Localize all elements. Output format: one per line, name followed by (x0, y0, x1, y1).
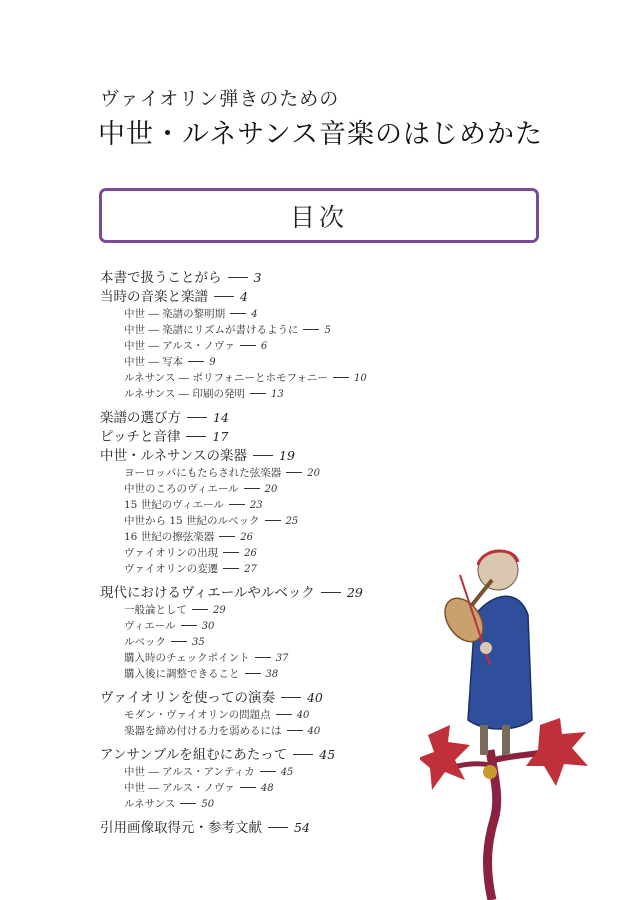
toc-section (100, 386, 400, 402)
toc-entry-title: ヴァイオリンの出現 (124, 547, 219, 559)
toc-entry-title: 購入時のチェックポイント (124, 652, 250, 664)
toc-chapter (100, 583, 400, 602)
toc-leader-line (244, 488, 260, 489)
toc-leader-line (268, 827, 288, 828)
toc-section (100, 780, 400, 796)
toc-leader-line (333, 377, 349, 378)
toc-page-number: 27 (244, 564, 257, 575)
toc-entry-title: アンサンブルを組むにあたって (100, 747, 288, 763)
toc-page-number: 23 (249, 500, 263, 511)
toc-entry-title: 中世 ― 写本 (124, 356, 184, 368)
toc-leader-line (276, 714, 292, 715)
toc-page-number: 26 (244, 548, 257, 559)
toc-entry-title: ヴィエール (124, 620, 176, 632)
toc-entry-title: ルネサンス ― 印刷の発明 (124, 388, 246, 400)
toc-leader-line (187, 417, 207, 418)
toc-section (100, 354, 400, 370)
hand (480, 642, 492, 654)
toc-section (100, 561, 400, 577)
toc-page-number: 45 (319, 747, 336, 762)
toc-leader-line (265, 520, 281, 521)
toc-section (100, 322, 400, 338)
toc-page-number: 4 (240, 289, 248, 304)
toc-page-number: 45 (280, 767, 294, 778)
toc-page-number: 40 (306, 690, 323, 705)
toc-page-number: 6 (260, 341, 268, 352)
toc-page-number: 29 (213, 605, 226, 616)
toc-section (100, 650, 400, 666)
toc-section (100, 707, 400, 723)
fiddle-player-illustration (420, 520, 620, 900)
toc-section (100, 465, 400, 481)
toc-page-number: 38 (265, 669, 279, 680)
toc-page-number: 25 (285, 516, 299, 527)
toc-heading: 目次 (289, 202, 348, 232)
toc-chapter (100, 745, 400, 764)
toc-section (100, 764, 400, 780)
toc-entry-title: 楽譜の選び方 (100, 410, 181, 426)
toc-entry-title: 一般論として (124, 604, 187, 616)
toc-leader-line (293, 754, 313, 755)
toc-entry-title: 中世 ― 楽譜にリズムが書けるように (124, 324, 299, 336)
toc-chapter (100, 287, 400, 306)
toc-leader-line (287, 730, 303, 731)
toc-leader-line (240, 787, 256, 788)
toc-entry-title: 本書で扱うことがら (100, 270, 222, 286)
toc-page-number: 20 (307, 468, 321, 479)
toc-page-number: 35 (192, 637, 205, 648)
toc-leader-line (188, 361, 204, 362)
toc-entry-title: ヨーロッパにもたらされた弦楽器 (124, 467, 282, 479)
toc-leader-line (240, 345, 256, 346)
toc-page-number: 48 (260, 783, 274, 794)
vine-knot (483, 765, 497, 779)
leg-left (480, 725, 488, 755)
toc-page-number: 5 (324, 325, 331, 336)
toc-entry-title: 中世 ― アルス・アンティカ (124, 766, 255, 778)
toc-page-number: 26 (240, 532, 253, 543)
toc-leader-line (255, 657, 271, 658)
toc-section (100, 602, 400, 618)
toc-section (100, 370, 400, 386)
toc-entry-title: 当時の音楽と楽譜 (100, 289, 208, 305)
toc-entry-title: 引用画像取得元・参考文献 (100, 820, 262, 836)
toc-leader-line (253, 455, 273, 456)
toc-page-number: 50 (201, 799, 215, 810)
toc-section (100, 723, 400, 739)
toc-section (100, 338, 400, 354)
toc-leader-line (260, 771, 276, 772)
toc-leader-line (303, 329, 319, 330)
toc-page-number: 19 (279, 448, 295, 463)
toc-leader-line (281, 697, 301, 698)
toc-page-number: 10 (353, 373, 367, 384)
toc-page-number: 17 (212, 429, 229, 444)
toc-leader-line (250, 393, 266, 394)
toc-entry-title: ヴァイオリンを使っての演奏 (100, 690, 275, 706)
toc-page-number: 40 (307, 726, 321, 737)
toc-entry-title: ルネサンス ― ポリフォニーとホモフォニー (124, 372, 328, 384)
toc-page-number: 4 (251, 309, 258, 320)
toc-entry-title: 中世 ― アルス・ノヴァ (124, 782, 235, 794)
toc-section (100, 618, 400, 634)
toc-chapter (100, 688, 400, 707)
toc-heading-frame (99, 188, 539, 243)
toc-section (100, 306, 400, 322)
leg-right (502, 725, 510, 755)
toc-entry-title: モダン・ヴァイオリンの問題点 (124, 709, 271, 721)
toc-section (100, 513, 400, 529)
toc-entry-title: ルベック (124, 636, 166, 648)
toc-chapter (100, 446, 400, 465)
toc-section (100, 529, 400, 545)
toc-leader-line (229, 504, 245, 505)
toc-page-number: 14 (213, 410, 229, 425)
toc-entry-title: 購入後に調整できること (124, 668, 240, 680)
toc-leader-line (171, 641, 187, 642)
toc-entry-title: 中世のころのヴィエール (124, 483, 239, 495)
toc-section (100, 545, 400, 561)
toc-leader-line (228, 277, 248, 278)
toc-chapter (100, 427, 400, 446)
toc-chapter (100, 268, 400, 287)
toc-leader-line (223, 552, 239, 553)
toc-page-number: 30 (201, 621, 215, 632)
toc-chapter (100, 408, 400, 427)
book-subtitle: ヴァイオリン弾きのための (100, 88, 340, 110)
toc-leader-line (321, 592, 341, 593)
toc-entry-title: 中世 ― 楽譜の黎明期 (124, 308, 226, 320)
toc-leader-line (245, 673, 261, 674)
toc-entry-title: 中世から 15 世紀のルベック (124, 515, 260, 527)
toc-leader-line (286, 472, 302, 473)
toc-page-number: 13 (271, 389, 284, 400)
toc-page-number: 40 (296, 710, 310, 721)
toc-entry-title: 現代におけるヴィエールやルベック (100, 585, 315, 601)
toc-section (100, 634, 400, 650)
toc-leader-line (186, 436, 206, 437)
toc-page-number: 54 (294, 820, 310, 835)
toc-page-number: 3 (253, 270, 262, 285)
toc-section (100, 481, 400, 497)
toc-page-number: 37 (275, 653, 289, 664)
toc-entry-title: 中世・ルネサンスの楽器 (100, 448, 248, 464)
toc-chapter (100, 818, 400, 837)
toc-entry-title: 15 世紀のヴィエール (124, 499, 224, 511)
toc-entry-title: ピッチと音律 (100, 429, 181, 445)
book-title: 中世・ルネサンス音楽のはじめかた (98, 119, 544, 150)
toc-leader-line (214, 296, 234, 297)
toc-page-number: 9 (209, 357, 216, 368)
leaf-left (420, 725, 470, 790)
toc-leader-line (223, 568, 239, 569)
table-of-contents (100, 268, 400, 837)
toc-leader-line (219, 536, 235, 537)
toc-section (100, 666, 400, 682)
toc-entry-title: 16 世紀の擦弦楽器 (124, 531, 215, 543)
toc-entry-title: ルネサンス (124, 798, 176, 810)
toc-section (100, 796, 400, 812)
toc-leader-line (230, 313, 246, 314)
toc-entry-title: 楽器を締め付ける力を弱めるには (124, 725, 282, 737)
toc-leader-line (180, 803, 196, 804)
toc-leader-line (192, 609, 208, 610)
toc-entry-title: 中世 ― アルス・ノヴァ (124, 340, 235, 352)
toc-page-number: 20 (264, 484, 278, 495)
toc-entry-title: ヴァイオリンの変遷 (124, 563, 219, 575)
toc-page-number: 29 (346, 585, 363, 600)
toc-section (100, 497, 400, 513)
toc-leader-line (181, 625, 197, 626)
